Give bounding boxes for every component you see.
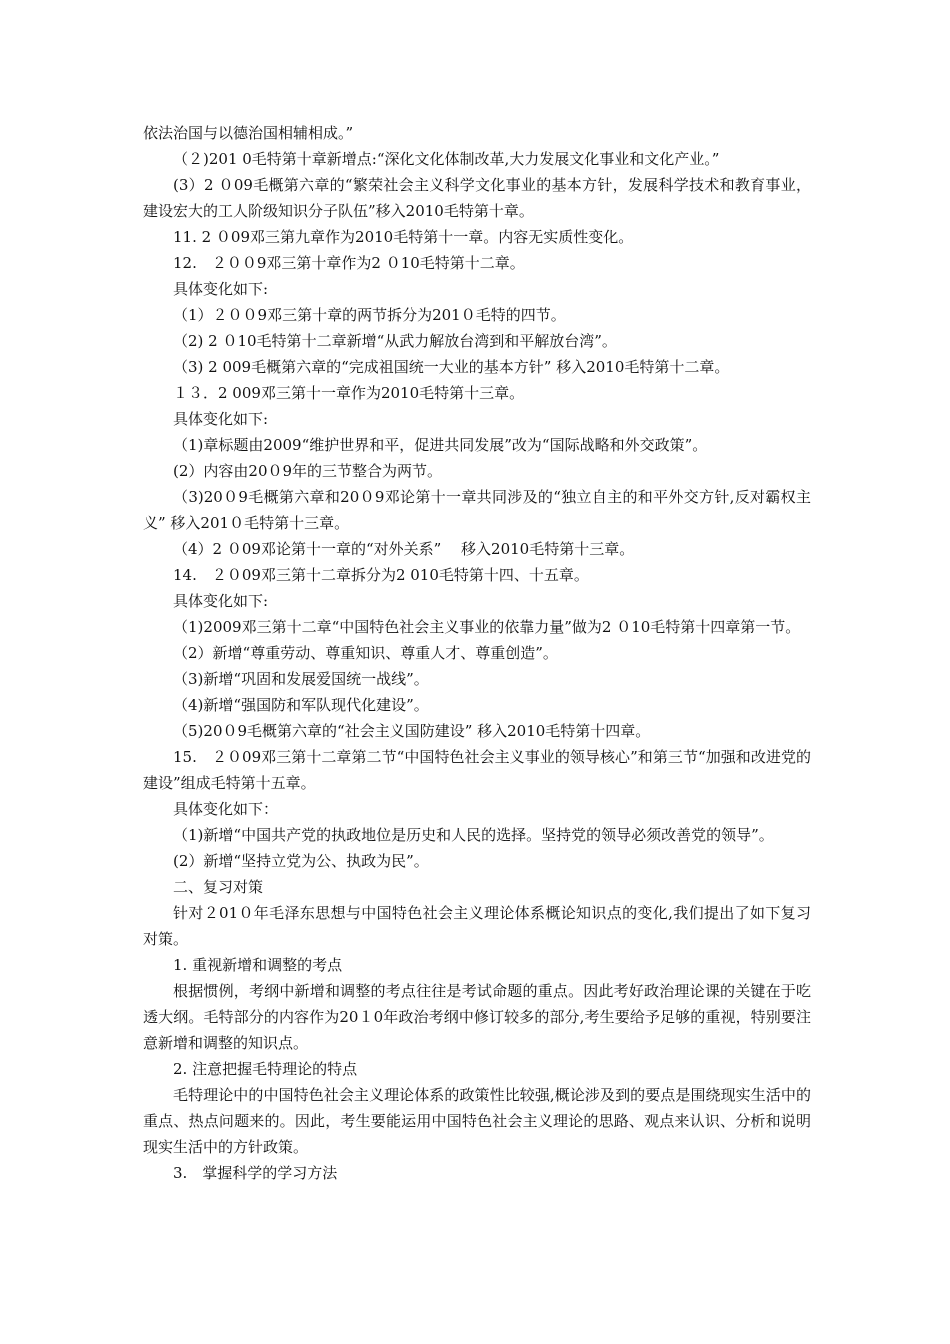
subsection-heading: 3. 掌握科学的学习方法 xyxy=(173,1164,338,1182)
paragraph: 14. ２０09邓三第十二章拆分为2 010毛特第十四、十五章。 xyxy=(173,566,589,584)
paragraph: 具体变化如下： xyxy=(173,800,279,818)
document-body xyxy=(143,120,811,1186)
paragraph: (3）2 ０09毛概第六章的“繁荣社会主义科学文化事业的基本方针，发展科学技术和教育事业，建设宏大的工人阶级知识分子队伍”移入2010毛特第十章。 xyxy=(143,176,811,220)
paragraph: 依法治国与以德治国相辅相成。” xyxy=(143,124,354,142)
paragraph: 针对２01０年毛泽东思想与中国特色社会主义理论体系概论知识点的变化,我们提出了如下复习对策。 xyxy=(143,904,811,948)
paragraph: （3)新增“巩固和发展爱国统一战线”。 xyxy=(173,670,429,688)
paragraph: （4）2 ０09邓论第十一章的“对外关系” 移入2010毛特第十三章。 xyxy=(173,540,635,558)
paragraph: 具体变化如下: xyxy=(173,410,269,428)
paragraph: 11. 2 ０09邓三第九章作为2010毛特第十一章。内容无实质性变化。 xyxy=(173,228,634,246)
paragraph: （2) 2 ０10毛特第十二章新增“从武力解放台湾到和平解放台湾”。 xyxy=(173,332,617,350)
paragraph: 毛特理论中的中国特色社会主义理论体系的政策性比较强,概论涉及到的要点是围绕现实生活中的重点、热点问题来的。因此，考生要能运用中国特色社会主义理论的思路、观点来认识、分析和说明现实生活中的方针政策。 xyxy=(143,1086,811,1156)
paragraph: （1)新增“中国共产党的执政地位是历史和人民的选择。坚持党的领导必须改善党的领导”。 xyxy=(173,826,774,844)
paragraph: （3)20０9毛概第六章和20０9邓论第十一章共同涉及的“独立自主的和平外交方针,反对霸权主义” 移入201０毛特第十三章。 xyxy=(143,488,811,532)
paragraph: （1)章标题由2009“维护世界和平，促进共同发展”改为“国际战略和外交政策”。 xyxy=(173,436,708,454)
paragraph: (2）新增“坚持立党为公、执政为民”。 xyxy=(173,852,429,870)
paragraph: （1）２００9邓三第十章的两节拆分为201０毛特的四节。 xyxy=(173,306,566,324)
paragraph: 15. ２０09邓三第十二章第二节“中国特色社会主义事业的领导核心”和第三节“加强和改进党的建设”组成毛特第十五章。 xyxy=(143,748,811,792)
subsection-heading: 1. 重视新增和调整的考点 xyxy=(173,956,343,974)
paragraph: 具体变化如下: xyxy=(173,280,269,298)
paragraph: （2）新增“尊重劳动、尊重知识、尊重人才、尊重创造”。 xyxy=(173,644,558,662)
paragraph: １３．2 009邓三第十一章作为2010毛特第十三章。 xyxy=(173,384,525,402)
paragraph: （3) 2 009毛概第六章的“完成祖国统一大业的基本方针” 移入2010毛特第十二章。 xyxy=(173,358,730,376)
paragraph: （5)20０9毛概第六章的“社会主义国防建设” 移入2010毛特第十四章。 xyxy=(173,722,651,740)
section-heading: 二、复习对策 xyxy=(173,878,264,896)
paragraph: 12. ２００9邓三第十章作为2 ０10毛特第十二章。 xyxy=(173,254,525,272)
paragraph: （1)2009邓三第十二章“中国特色社会主义事业的依靠力量”做为2 ０10毛特第十四章第一节。 xyxy=(173,618,801,636)
paragraph: (2）内容由20０9年的三节整合为两节。 xyxy=(173,462,443,480)
paragraph: （２)201 0毛特第十章新增点:“深化文化体制改革,大力发展文化事业和文化产业。” xyxy=(173,150,720,168)
paragraph: 根据惯例，考纲中新增和调整的考点往往是考试命题的重点。因此考好政治理论课的关键在于吃透大纲。毛特部分的内容作为20１0年政治考纲中修订较多的部分,考生要给予足够的重视，特别要注意新增和调整的知识点。 xyxy=(143,982,811,1052)
paragraph: 具体变化如下: xyxy=(173,592,269,610)
paragraph: （4)新增“强国防和军队现代化建设”。 xyxy=(173,696,429,714)
subsection-heading: 2. 注意把握毛特理论的特点 xyxy=(173,1060,358,1078)
